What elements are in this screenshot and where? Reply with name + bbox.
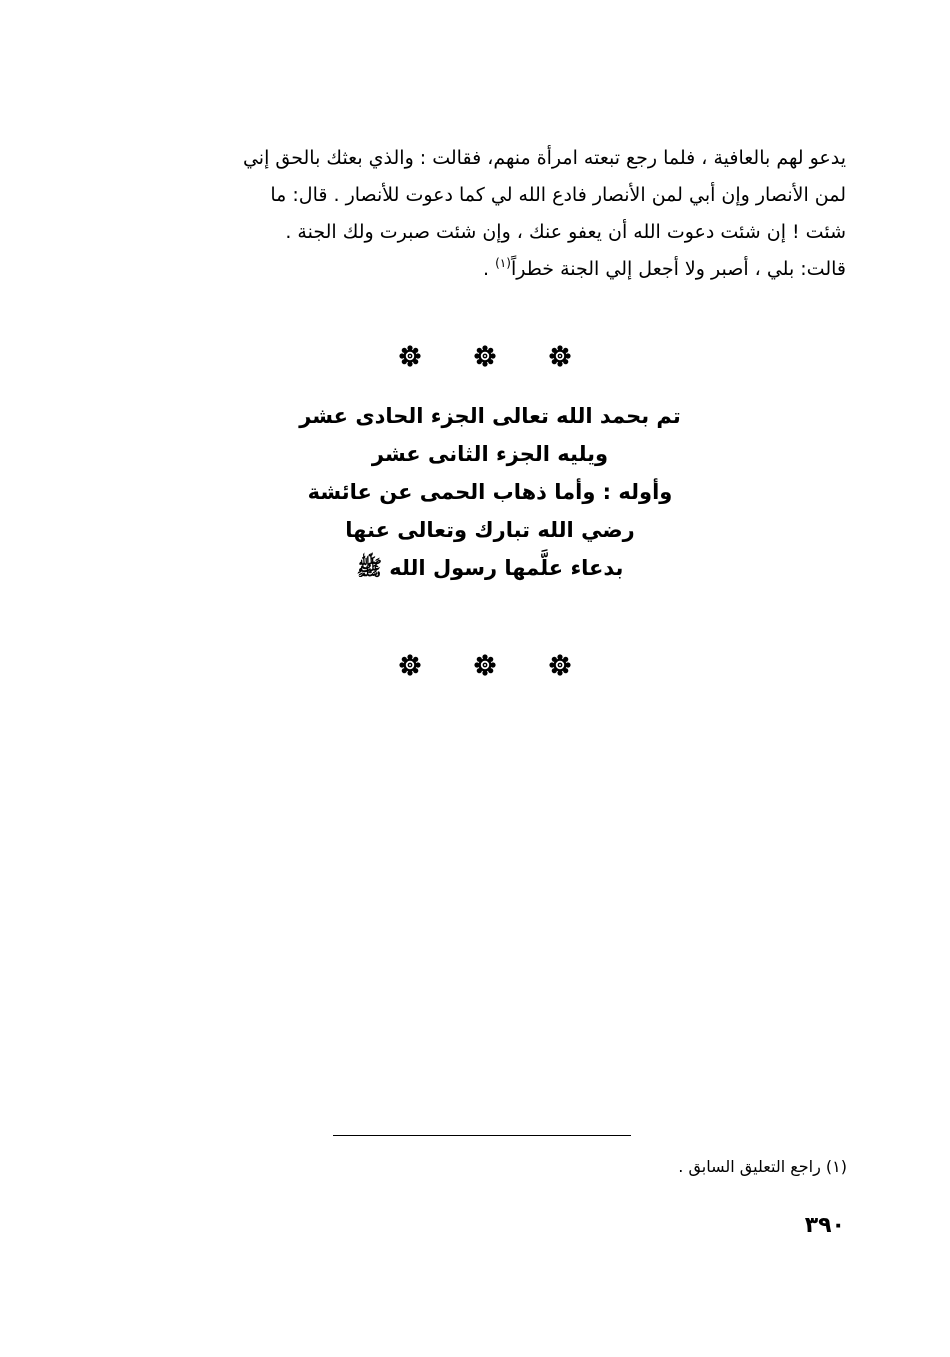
colophon-line: رضي الله تبارك وتعالى عنها xyxy=(345,518,635,542)
ornament-divider-top xyxy=(0,345,950,375)
body-line: شئت ! إن شئت دعوت الله أن يعفو عنك ، وإن شئت صبرت ولك الجنة . xyxy=(285,221,846,243)
footnote-text: راجع التعليق السابق . xyxy=(678,1157,821,1176)
footnote-marker: (١) xyxy=(825,1157,847,1176)
closing-colophon xyxy=(200,397,780,587)
rosette-ornament-icon xyxy=(474,345,496,367)
page-number: ٣٩٠ xyxy=(804,1213,845,1238)
rosette-ornament-icon xyxy=(399,345,421,367)
sentence-end: . xyxy=(483,258,496,280)
rosette-ornament-icon xyxy=(399,654,421,676)
footnote-separator xyxy=(333,1135,631,1136)
footnote xyxy=(678,1157,847,1176)
rosette-ornament-icon xyxy=(474,654,496,676)
body-line: يدعو لهم بالعافية ، فلما رجع تبعته امرأة منهم، فقالت : والذي بعثك بالحق إني xyxy=(242,147,846,169)
footnote-reference: (١) xyxy=(495,256,511,270)
colophon-line: وأوله : وأما ذهاب الحمى عن عائشة xyxy=(307,480,673,504)
rosette-ornament-icon xyxy=(549,345,571,367)
rosette-ornament-icon xyxy=(549,654,571,676)
body-line-text: قالت: بلي ، أصبر ولا أجعل إلي الجنة خطراً xyxy=(510,258,846,280)
colophon-line: بدعاء علَّمها رسول الله ﷺ xyxy=(356,556,624,580)
colophon-line: ويليه الجزء الثانى عشر xyxy=(371,442,609,466)
body-line-last xyxy=(110,251,846,288)
ornament-divider-bottom xyxy=(0,654,950,684)
body-paragraph xyxy=(110,140,846,288)
body-line: لمن الأنصار وإن أبي لمن الأنصار فادع الله لي كما دعوت للأنصار . قال: ما xyxy=(270,184,846,206)
colophon-line: تم بحمد الله تعالى الجزء الحادى عشر xyxy=(299,404,681,428)
